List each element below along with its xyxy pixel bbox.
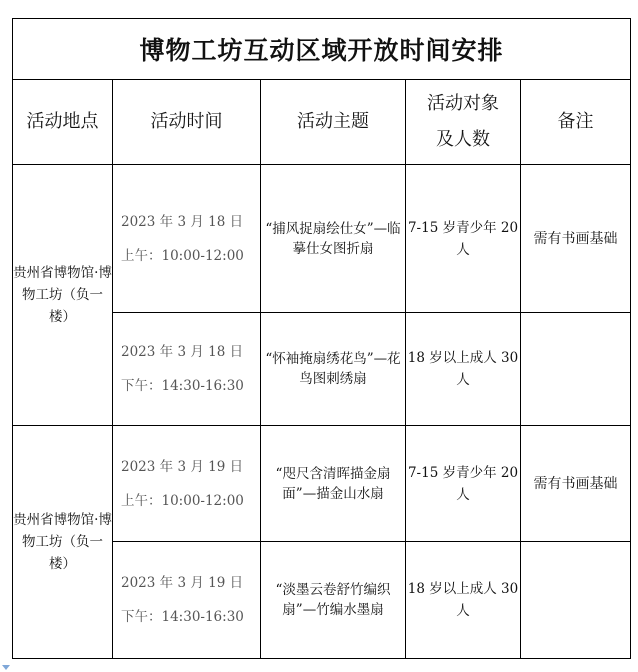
note-cell-empty <box>521 313 631 426</box>
location-cell: 贵州省博物馆·博物工坊（负一楼） <box>13 165 113 426</box>
note-cell: 需有书画基础 <box>521 165 631 313</box>
session-date: 2023 年 3 月 18 日 <box>121 213 244 230</box>
header-topic: 活动主题 <box>261 80 406 165</box>
table-row <box>13 426 631 542</box>
topic-cell: “咫尺含清晖描金扇面”—描金山水扇 <box>261 426 406 542</box>
header-row <box>13 80 631 165</box>
topic-cell: “淡墨云卷舒竹编织扇”—竹编水墨扇 <box>261 542 406 659</box>
session-date: 2023 年 3 月 19 日 <box>121 575 244 591</box>
time-cell <box>113 313 261 426</box>
location-cell: 贵州省博物馆·博物工坊（负一楼） <box>13 426 113 659</box>
topic-cell: “捕风捉扇绘仕女”—临摹仕女图折扇 <box>261 165 406 313</box>
schedule-table <box>12 18 631 659</box>
header-audience-line2: 及人数 <box>436 129 490 150</box>
time-cell <box>113 165 261 313</box>
session-slot: 下午：14:30-16:30 <box>121 378 244 394</box>
topic-cell: “怀袖掩扇绣花鸟”—花鸟图刺绣扇 <box>261 313 406 426</box>
table-row <box>13 165 631 313</box>
header-time: 活动时间 <box>113 80 261 165</box>
session-slot: 下午：14:30-16:30 <box>121 609 244 625</box>
header-note: 备注 <box>521 80 631 165</box>
title-row <box>13 19 631 80</box>
table-title: 博物工坊互动区域开放时间安排 <box>13 19 631 80</box>
time-cell <box>113 426 261 542</box>
audience-cell: 18 岁以上成人 30 人 <box>406 542 521 659</box>
audience-cell: 7-15 岁青少年 20 人 <box>406 165 521 313</box>
header-audience-line1: 活动对象 <box>427 93 499 114</box>
note-cell: 需有书画基础 <box>521 426 631 542</box>
note-cell-empty <box>521 542 631 659</box>
session-date: 2023 年 3 月 18 日 <box>121 344 244 360</box>
time-cell <box>113 542 261 659</box>
header-location: 活动地点 <box>13 80 113 165</box>
session-slot: 上午：10:00-12:00 <box>121 247 244 264</box>
corner-marker-icon <box>2 665 10 670</box>
session-date: 2023 年 3 月 19 日 <box>121 458 244 475</box>
audience-cell: 18 岁以上成人 30 人 <box>406 313 521 426</box>
audience-cell: 7-15 岁青少年 20 人 <box>406 426 521 542</box>
header-audience <box>406 80 521 165</box>
session-slot: 上午：10:00-12:00 <box>121 492 244 509</box>
